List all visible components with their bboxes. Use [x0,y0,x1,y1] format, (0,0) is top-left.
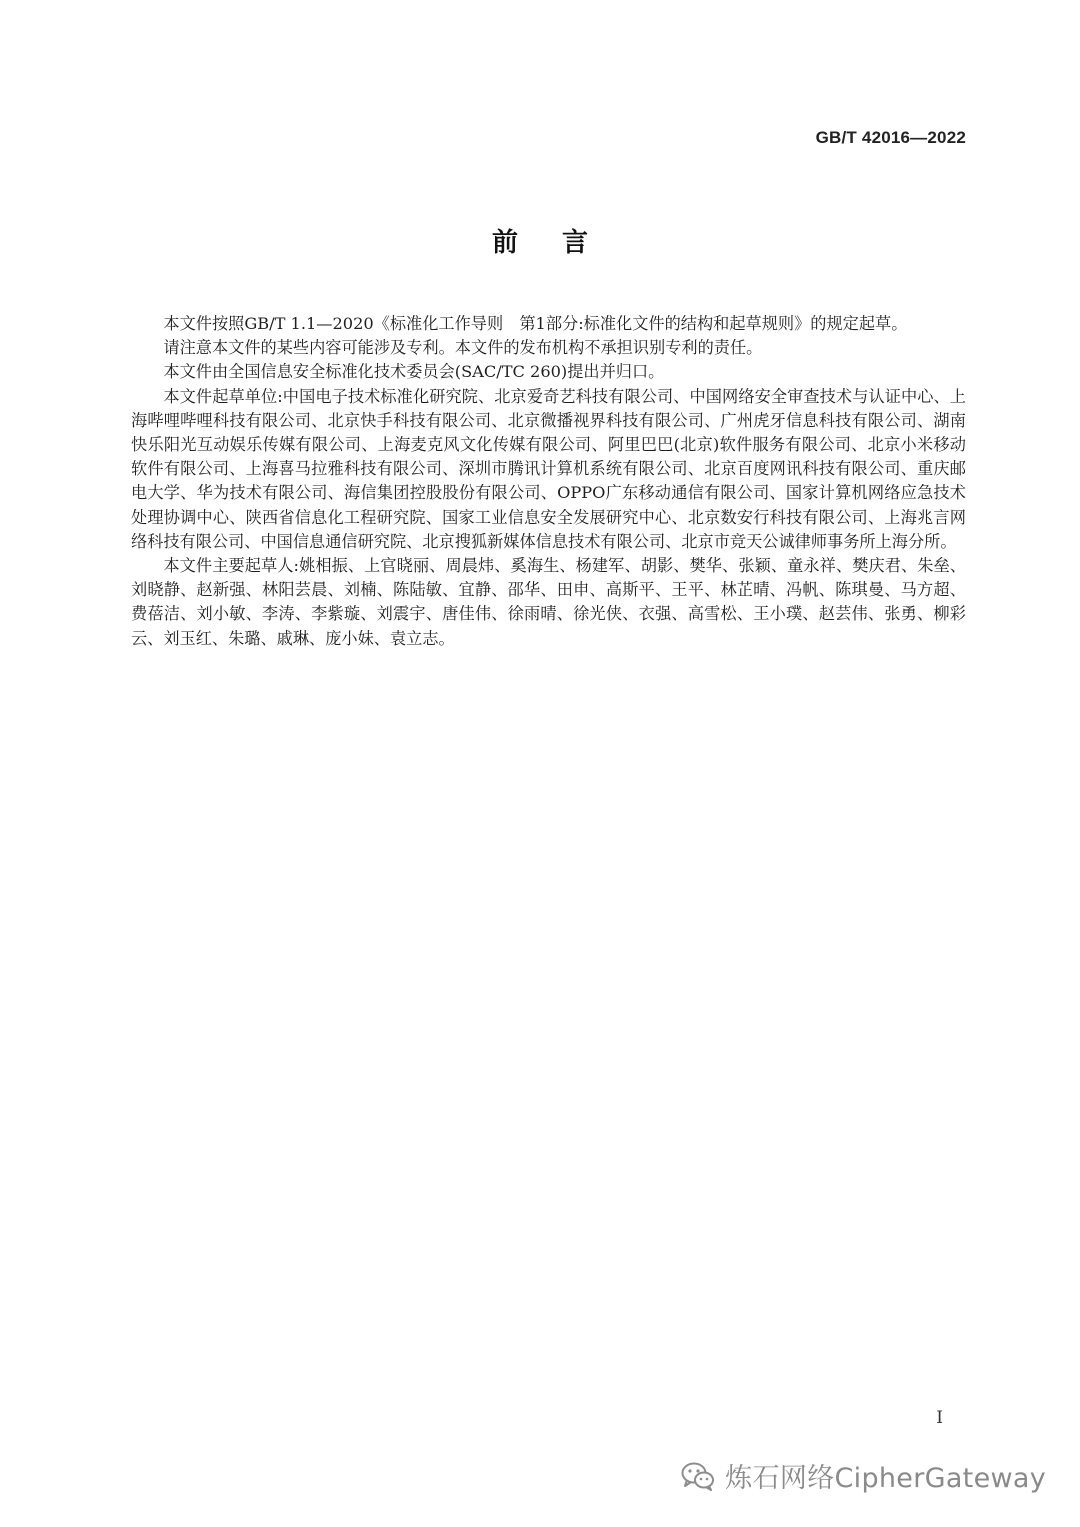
wechat-icon [681,1461,715,1491]
watermark [681,1456,1046,1495]
standard-number: GB/T 42016—2022 [815,128,966,147]
paragraph-drafting-units: 本文件起草单位:中国电子技术标准化研究院、北京爱奇艺科技有限公司、中国网络安全审查技术与认证中心、上海哔哩哔哩科技有限公司、北京快手科技有限公司、北京微播视界科技有限公司、广州虎牙信息科技有限公司、湖南快乐阳光互动娱乐传媒有限公司、上海麦克风文化传媒有限公司、阿里巴巴(北京)软件服务有限公司、北京小米移动软件有限公司、上海喜马拉雅科技有限公司、深圳市腾讯计算机系统有限公司、北京百度网讯科技有限公司、重庆邮电大学、华为技术有限公司、海信集团控股股份有限公司、OPPO广东移动通信有限公司、国家计算机网络应急技术处理协调中心、陕西省信息化工程研究院、国家工业信息安全发展研究中心、北京数安行科技有限公司、上海兆言网络科技有限公司、中国信息通信研究院、北京搜狐新媒体信息技术有限公司、北京市竞天公诚律师事务所上海分所。 [131,386,966,551]
paragraph-proposer: 本文件由全国信息安全标准化技术委员会(SAC/TC 260)提出并归口。 [163,362,665,382]
foreword-body [131,312,966,651]
page-number: I [936,1408,943,1428]
watermark-text: 炼石网络CipherGateway [725,1463,1046,1494]
paragraph-drafting-rules: 本文件按照GB/T 1.1—2020《标准化工作导则 第1部分:标准化文件的结构和起草规则》的规定起草。 [163,314,908,333]
paragraph-patent-notice: 请注意本文件的某些内容可能涉及专利。本文件的发布机构不承担识别专利的责任。 [163,338,763,358]
paragraph-drafters: 本文件主要起草人:姚相振、上官晓丽、周晨炜、奚海生、杨建军、胡影、樊华、张颖、童永祥、樊庆君、朱垒、刘晓静、赵新强、林阳芸晨、刘楠、陈陆敏、宜静、邵华、田申、高斯平、王平、林芷晴、冯帆、陈琪曼、马方超、费蓓洁、刘小敏、李涛、李紫璇、刘震宇、唐佳伟、徐雨晴、徐光侠、衣强、高雪松、王小璞、赵芸伟、张勇、柳彩云、刘玉红、朱璐、戚琳、庞小妹、袁立志。 [131,556,966,648]
page-title: 前言 [491,228,632,258]
